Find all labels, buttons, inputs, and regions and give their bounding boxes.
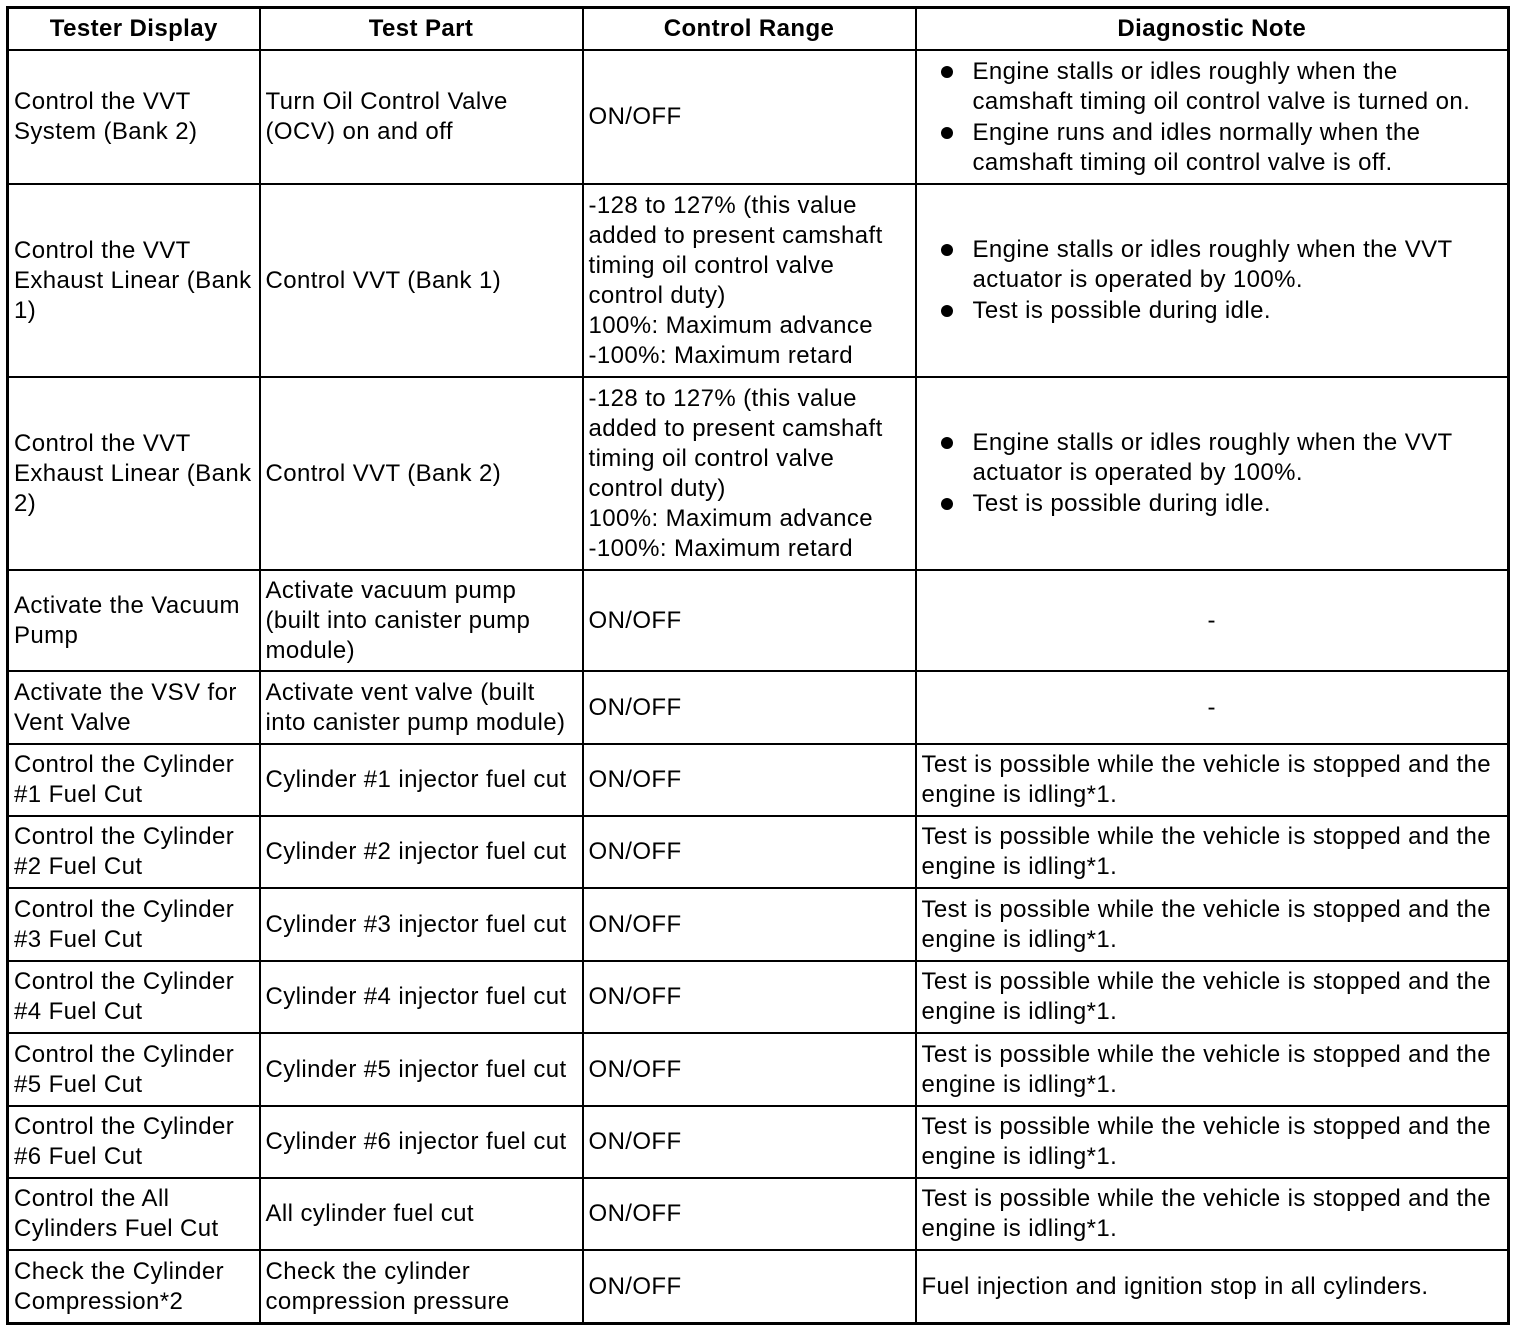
- bullet-line: Engine stalls or idles roughly when the VVT: [972, 236, 1453, 263]
- cell-line: Control the VVT: [14, 88, 191, 115]
- cell-line: Control the Cylinder: [14, 1040, 235, 1068]
- cell-line: added to present camshaft: [588, 221, 883, 249]
- diagnostic-note-cell: [916, 50, 1509, 184]
- bullet-text: [973, 428, 1453, 488]
- diagnostic-note-cell: [916, 816, 1509, 888]
- diagnostic-note-cell: [916, 377, 1509, 570]
- cell-line: Control the Cylinder: [14, 968, 235, 995]
- control-range-cell: [583, 1250, 916, 1324]
- cell-line: Cylinder #1 injector fuel cut: [265, 766, 567, 793]
- cell-line: #3 Fuel Cut: [14, 925, 143, 953]
- bullet-icon: [941, 66, 953, 78]
- note-line: engine is idling*1.: [921, 998, 1118, 1025]
- tester-display-cell: [8, 570, 260, 671]
- cell-line: ON/OFF: [588, 1128, 682, 1155]
- test-part-cell: [260, 50, 583, 184]
- cell-line: (OCV) on and off: [265, 118, 453, 145]
- table-row: [8, 961, 1509, 1033]
- cell-line: Activate vacuum pump: [265, 576, 517, 604]
- cell-line: Control the VVT: [14, 236, 191, 264]
- cell-line: Control the Cylinder: [14, 1113, 235, 1140]
- note-line: engine is idling*1.: [921, 925, 1118, 953]
- bullet-line: Test is possible during idle.: [972, 297, 1271, 324]
- tester-display-cell: [8, 184, 260, 377]
- cell-line: Control the VVT: [14, 429, 191, 457]
- cell-line: control duty): [588, 474, 726, 502]
- bullet-item: [922, 296, 1503, 326]
- table-row: [8, 377, 1509, 570]
- cell-line: ON/OFF: [588, 1272, 682, 1300]
- table-row: [8, 671, 1509, 744]
- cell-line: Control the Cylinder: [14, 895, 235, 923]
- tester-display-cell: [8, 1033, 260, 1106]
- cell-line: Vent Valve: [14, 708, 131, 736]
- cell-line: All cylinder fuel cut: [265, 1200, 474, 1227]
- header-row: [8, 8, 1509, 51]
- note-line: engine is idling*1.: [921, 1143, 1118, 1170]
- table-row: [8, 1106, 1509, 1178]
- control-range-cell: [583, 816, 916, 888]
- cell-line: Cylinder #2 injector fuel cut: [265, 838, 567, 865]
- table-row: [8, 744, 1509, 816]
- cell-line: ON/OFF: [588, 1055, 682, 1083]
- cell-line: ON/OFF: [588, 983, 682, 1010]
- note-line: Fuel injection and ignition stop in all cylinders.: [921, 1272, 1429, 1300]
- test-part-cell: [260, 744, 583, 816]
- cell-line: timing oil control valve: [588, 444, 835, 472]
- cell-line: Cylinder #4 injector fuel cut: [265, 983, 567, 1010]
- bullet-icon: [941, 244, 953, 256]
- note-line: engine is idling*1.: [921, 1070, 1118, 1098]
- bullet-text: [973, 57, 1471, 117]
- control-range-cell: [583, 671, 916, 744]
- diagnostic-note-cell: [916, 1033, 1509, 1106]
- note-line: Test is possible while the vehicle is stopped and the: [921, 1185, 1492, 1212]
- cell-line: Cylinder #5 injector fuel cut: [265, 1055, 567, 1083]
- control-range-cell: [583, 1178, 916, 1250]
- diagnostic-note-cell: [916, 1178, 1509, 1250]
- cell-line: ON/OFF: [588, 910, 682, 938]
- tester-display-cell: [8, 816, 260, 888]
- cell-line: (built into canister pump: [265, 606, 531, 634]
- table-body: [8, 50, 1509, 1324]
- table-row: [8, 888, 1509, 961]
- test-part-cell: [260, 671, 583, 744]
- tester-display-cell: [8, 1250, 260, 1324]
- test-part-cell: [260, 377, 583, 570]
- header-control-range: Control Range: [583, 8, 916, 51]
- cell-line: into canister pump module): [265, 708, 566, 736]
- cell-line: 100%: Maximum advance: [588, 311, 874, 339]
- note-line: Test is possible while the vehicle is stopped and the: [921, 751, 1492, 778]
- bullet-text: [973, 489, 1271, 519]
- cell-line: #5 Fuel Cut: [14, 1070, 143, 1098]
- table-row: [8, 1033, 1509, 1106]
- cell-line: -128 to 127% (this value: [588, 191, 857, 219]
- control-range-cell: [583, 50, 916, 184]
- bullet-item: [922, 235, 1503, 295]
- control-range-cell: [583, 570, 916, 671]
- cell-line: Turn Oil Control Valve: [265, 88, 508, 115]
- bullet-line: actuator is operated by 100%.: [972, 266, 1303, 293]
- test-part-cell: [260, 184, 583, 377]
- cell-line: 100%: Maximum advance: [588, 504, 874, 532]
- cell-line: Exhaust Linear (Bank: [14, 459, 252, 487]
- cell-line: ON/OFF: [588, 1200, 682, 1227]
- tester-display-cell: [8, 888, 260, 961]
- cell-line: Compression*2: [14, 1287, 184, 1315]
- cell-line: Control VVT (Bank 2): [265, 459, 502, 487]
- diagnostic-note-cell: [916, 671, 1509, 744]
- cell-line: ON/OFF: [588, 693, 682, 721]
- note-line: engine is idling*1.: [921, 1215, 1118, 1242]
- cell-line: Control the Cylinder: [14, 751, 235, 778]
- test-part-cell: [260, 1250, 583, 1324]
- diagnostic-note-cell: [916, 961, 1509, 1033]
- cell-line: ON/OFF: [588, 606, 682, 634]
- test-part-cell: [260, 1178, 583, 1250]
- cell-line: Cylinders Fuel Cut: [14, 1215, 219, 1242]
- cell-line: Check the cylinder: [265, 1257, 471, 1285]
- header-test-part: Test Part: [260, 8, 583, 51]
- control-range-cell: [583, 1106, 916, 1178]
- table-row: [8, 1250, 1509, 1324]
- note-line: Test is possible while the vehicle is stopped and the: [921, 1113, 1492, 1140]
- diagnostic-note-cell: [916, 1250, 1509, 1324]
- cell-line: Activate the VSV for: [14, 678, 237, 706]
- diagnostic-note-cell: [916, 570, 1509, 671]
- cell-line: control duty): [588, 281, 726, 309]
- cell-line: -100%: Maximum retard: [588, 534, 853, 562]
- tester-display-cell: [8, 50, 260, 184]
- bullet-line: actuator is operated by 100%.: [972, 459, 1303, 486]
- control-range-cell: [583, 744, 916, 816]
- cell-line: Cylinder #6 injector fuel cut: [265, 1128, 567, 1155]
- bullet-icon: [941, 437, 953, 449]
- tester-display-cell: [8, 671, 260, 744]
- diagnostic-note-cell: [916, 744, 1509, 816]
- table-row: [8, 570, 1509, 671]
- tester-display-cell: [8, 961, 260, 1033]
- cell-line: System (Bank 2): [14, 118, 198, 145]
- bullet-line: camshaft timing oil control valve is off.: [972, 148, 1393, 176]
- tester-display-cell: [8, 744, 260, 816]
- diagnostic-note-cell: [916, 1106, 1509, 1178]
- bullet-line: Test is possible during idle.: [972, 490, 1271, 517]
- note-line: Test is possible while the vehicle is stopped and the: [921, 1040, 1492, 1068]
- note-line: -: [1207, 606, 1216, 634]
- control-range-cell: [583, 888, 916, 961]
- table-row: [8, 50, 1509, 184]
- tester-display-cell: [8, 1178, 260, 1250]
- bullet-icon: [941, 127, 953, 139]
- header-tester-display: Tester Display: [8, 8, 260, 51]
- test-part-cell: [260, 1106, 583, 1178]
- cell-line: Control the Cylinder: [14, 823, 235, 850]
- cell-line: added to present camshaft: [588, 414, 883, 442]
- bullet-item: [922, 118, 1503, 178]
- bullet-text: [973, 235, 1453, 295]
- cell-line: Pump: [14, 621, 79, 649]
- bullet-item: [922, 57, 1503, 117]
- test-part-cell: [260, 1033, 583, 1106]
- test-part-cell: [260, 961, 583, 1033]
- test-part-cell: [260, 888, 583, 961]
- active-test-table: [6, 6, 1510, 1325]
- cell-line: compression pressure: [265, 1287, 510, 1315]
- diagnostic-note-cell: [916, 888, 1509, 961]
- cell-line: #6 Fuel Cut: [14, 1143, 143, 1170]
- note-line: Test is possible while the vehicle is stopped and the: [921, 823, 1492, 850]
- bullet-icon: [941, 498, 953, 510]
- diagnostic-note-cell: [916, 184, 1509, 377]
- control-range-cell: [583, 961, 916, 1033]
- cell-line: 1): [14, 296, 37, 324]
- table-row: [8, 184, 1509, 377]
- tester-display-cell: [8, 1106, 260, 1178]
- note-line: engine is idling*1.: [921, 853, 1118, 880]
- cell-line: ON/OFF: [588, 103, 682, 130]
- control-range-cell: [583, 377, 916, 570]
- cell-line: Activate vent valve (built: [265, 678, 535, 706]
- cell-line: Control VVT (Bank 1): [265, 266, 502, 294]
- cell-line: #2 Fuel Cut: [14, 853, 143, 880]
- cell-line: -100%: Maximum retard: [588, 341, 853, 369]
- control-range-cell: [583, 184, 916, 377]
- bullet-line: Engine stalls or idles roughly when the: [972, 57, 1398, 85]
- cell-line: -128 to 127% (this value: [588, 384, 857, 412]
- cell-line: Exhaust Linear (Bank: [14, 266, 252, 294]
- cell-line: #4 Fuel Cut: [14, 998, 143, 1025]
- cell-line: module): [265, 636, 356, 664]
- table-row: [8, 816, 1509, 888]
- cell-line: 2): [14, 489, 37, 517]
- bullet-line: Engine runs and idles normally when the: [972, 118, 1421, 146]
- test-part-cell: [260, 816, 583, 888]
- cell-line: Activate the Vacuum: [14, 591, 240, 619]
- cell-line: Cylinder #3 injector fuel cut: [265, 910, 567, 938]
- bullet-text: [973, 118, 1421, 178]
- table-row: [8, 1178, 1509, 1250]
- control-range-cell: [583, 1033, 916, 1106]
- note-line: Test is possible while the vehicle is stopped and the: [921, 895, 1492, 923]
- cell-line: Control the All: [14, 1185, 170, 1212]
- cell-line: ON/OFF: [588, 838, 682, 865]
- bullet-text: [973, 296, 1271, 326]
- test-part-cell: [260, 570, 583, 671]
- note-line: engine is idling*1.: [921, 781, 1118, 808]
- cell-line: #1 Fuel Cut: [14, 781, 143, 808]
- bullet-line: camshaft timing oil control valve is turned on.: [972, 87, 1471, 115]
- note-line: -: [1207, 693, 1216, 721]
- bullet-item: [922, 489, 1503, 519]
- bullet-item: [922, 428, 1503, 488]
- note-line: Test is possible while the vehicle is stopped and the: [921, 968, 1492, 995]
- bullet-icon: [941, 305, 953, 317]
- header-diagnostic-note: Diagnostic Note: [916, 8, 1509, 51]
- cell-line: timing oil control valve: [588, 251, 835, 279]
- tester-display-cell: [8, 377, 260, 570]
- bullet-line: Engine stalls or idles roughly when the VVT: [972, 429, 1453, 456]
- cell-line: ON/OFF: [588, 766, 682, 793]
- cell-line: Check the Cylinder: [14, 1257, 224, 1285]
